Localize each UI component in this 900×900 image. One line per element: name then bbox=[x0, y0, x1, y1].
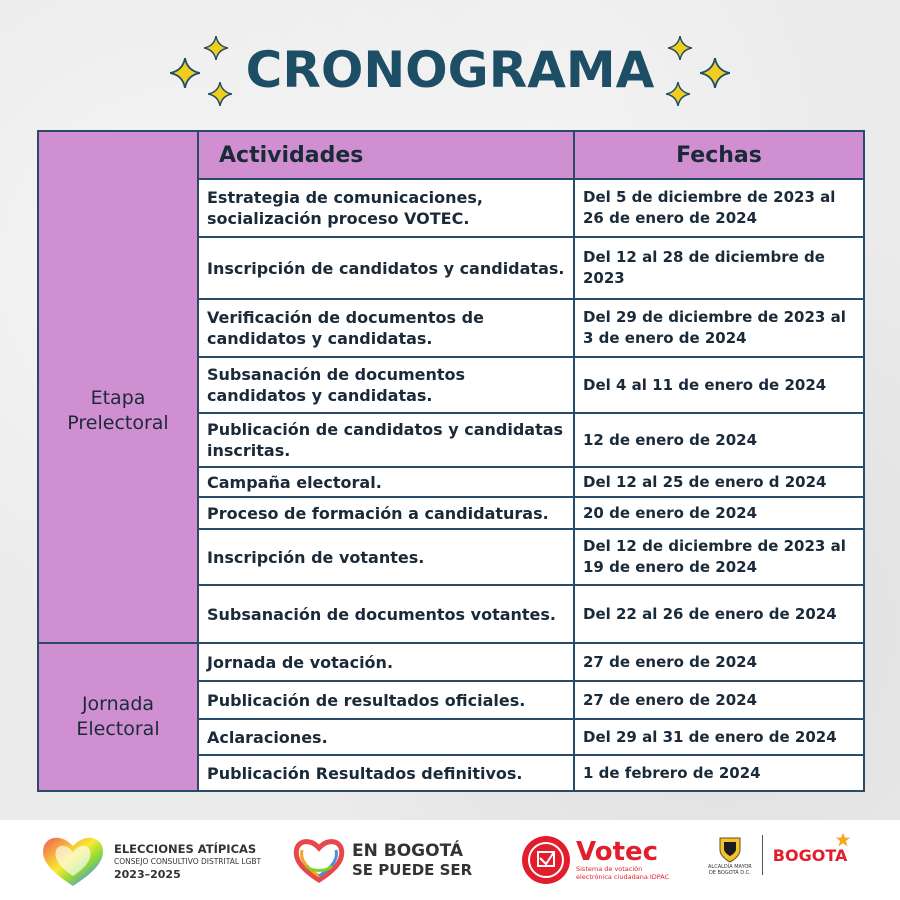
title-bar bbox=[0, 30, 900, 110]
elecciones-years: 2023–2025 bbox=[114, 867, 181, 881]
activity-cell: Campaña electoral. bbox=[198, 467, 574, 497]
date-cell: 12 de enero de 2024 bbox=[574, 413, 864, 467]
stage-jornada: Jornada Electoral bbox=[38, 643, 198, 791]
activity-cell: Inscripción de candidatos y candidatas. bbox=[198, 237, 574, 299]
date-cell: 1 de febrero de 2024 bbox=[574, 755, 864, 791]
activity-cell: Subsanación de documentos votantes. bbox=[198, 585, 574, 643]
rainbow-heart-icon bbox=[38, 832, 108, 890]
header-activities: Actividades bbox=[198, 131, 574, 179]
header-stage-cell bbox=[38, 131, 198, 179]
elecciones-logo bbox=[38, 832, 261, 890]
header-dates: Fechas bbox=[574, 131, 864, 179]
activity-cell: Inscripción de votantes. bbox=[198, 529, 574, 585]
alcaldia-line2: DE BOGOTÁ D.C. bbox=[708, 870, 751, 876]
alcaldia-line1: ALCALDÍA MAYOR bbox=[708, 864, 752, 870]
activity-cell: Jornada de votación. bbox=[198, 643, 574, 681]
votec-sub2: electrónica ciudadana IDPAC bbox=[576, 873, 670, 881]
activity-cell: Publicación de resultados oficiales. bbox=[198, 681, 574, 719]
date-cell: 20 de enero de 2024 bbox=[574, 497, 864, 529]
slogan-line2: SE PUEDE SER bbox=[352, 860, 473, 879]
logo-divider bbox=[762, 835, 763, 875]
star-icon bbox=[835, 832, 851, 848]
alcaldia-logo bbox=[708, 834, 847, 876]
date-cell: 27 de enero de 2024 bbox=[574, 643, 864, 681]
elecciones-title: ELECCIONES ATÍPICAS bbox=[114, 841, 257, 856]
votec-emblem-icon bbox=[520, 834, 572, 886]
activity-cell: Estrategia de comunicaciones, socialización proceso VOTEC. bbox=[198, 179, 574, 237]
sparkles-right-icon bbox=[666, 30, 736, 110]
votec-name: Votec bbox=[576, 837, 659, 867]
activity-cell: Aclaraciones. bbox=[198, 719, 574, 755]
stage-prelectoral: Etapa Prelectoral bbox=[38, 179, 198, 643]
votec-logo bbox=[520, 834, 669, 886]
table-header-row bbox=[38, 131, 864, 179]
sparkles-left-icon bbox=[164, 30, 234, 110]
date-cell: Del 22 al 26 de enero de 2024 bbox=[574, 585, 864, 643]
activity-cell: Publicación Resultados definitivos. bbox=[198, 755, 574, 791]
date-cell: Del 5 de diciembre de 2023 al 26 de enero de 2024 bbox=[574, 179, 864, 237]
activity-cell: Subsanación de documentos candidatos y candidatas. bbox=[198, 357, 574, 413]
bogota-slogan-logo bbox=[292, 836, 472, 884]
coat-of-arms-icon bbox=[715, 834, 745, 864]
date-cell: Del 12 de diciembre de 2023 al 19 de enero de 2024 bbox=[574, 529, 864, 585]
date-cell: 27 de enero de 2024 bbox=[574, 681, 864, 719]
schedule-table bbox=[37, 130, 865, 792]
elecciones-subtitle: CONSEJO CONSULTIVO DISTRITAL LGBT bbox=[114, 856, 262, 866]
table-row bbox=[38, 643, 864, 681]
votec-sub1: Sistema de votación bbox=[576, 865, 643, 873]
date-cell: Del 12 al 28 de diciembre de 2023 bbox=[574, 237, 864, 299]
date-cell: Del 29 al 31 de enero de 2024 bbox=[574, 719, 864, 755]
activity-cell: Proceso de formación a candidaturas. bbox=[198, 497, 574, 529]
date-cell: Del 12 al 25 de enero d 2024 bbox=[574, 467, 864, 497]
date-cell: Del 29 de diciembre de 2023 al 3 de enero de 2024 bbox=[574, 299, 864, 357]
rainbow-hands-heart-icon bbox=[292, 836, 346, 884]
table-row bbox=[38, 179, 864, 237]
slogan-line1: EN BOGOTÁ bbox=[352, 840, 464, 861]
page-title: CRONOGRAMA bbox=[245, 41, 655, 99]
activity-cell: Verificación de documentos de candidatos y candidatas. bbox=[198, 299, 574, 357]
footer-logos bbox=[0, 820, 900, 900]
bogota-brand: BOGOTA bbox=[772, 845, 848, 865]
date-cell: Del 4 al 11 de enero de 2024 bbox=[574, 357, 864, 413]
activity-cell: Publicación de candidatos y candidatas inscritas. bbox=[198, 413, 574, 467]
